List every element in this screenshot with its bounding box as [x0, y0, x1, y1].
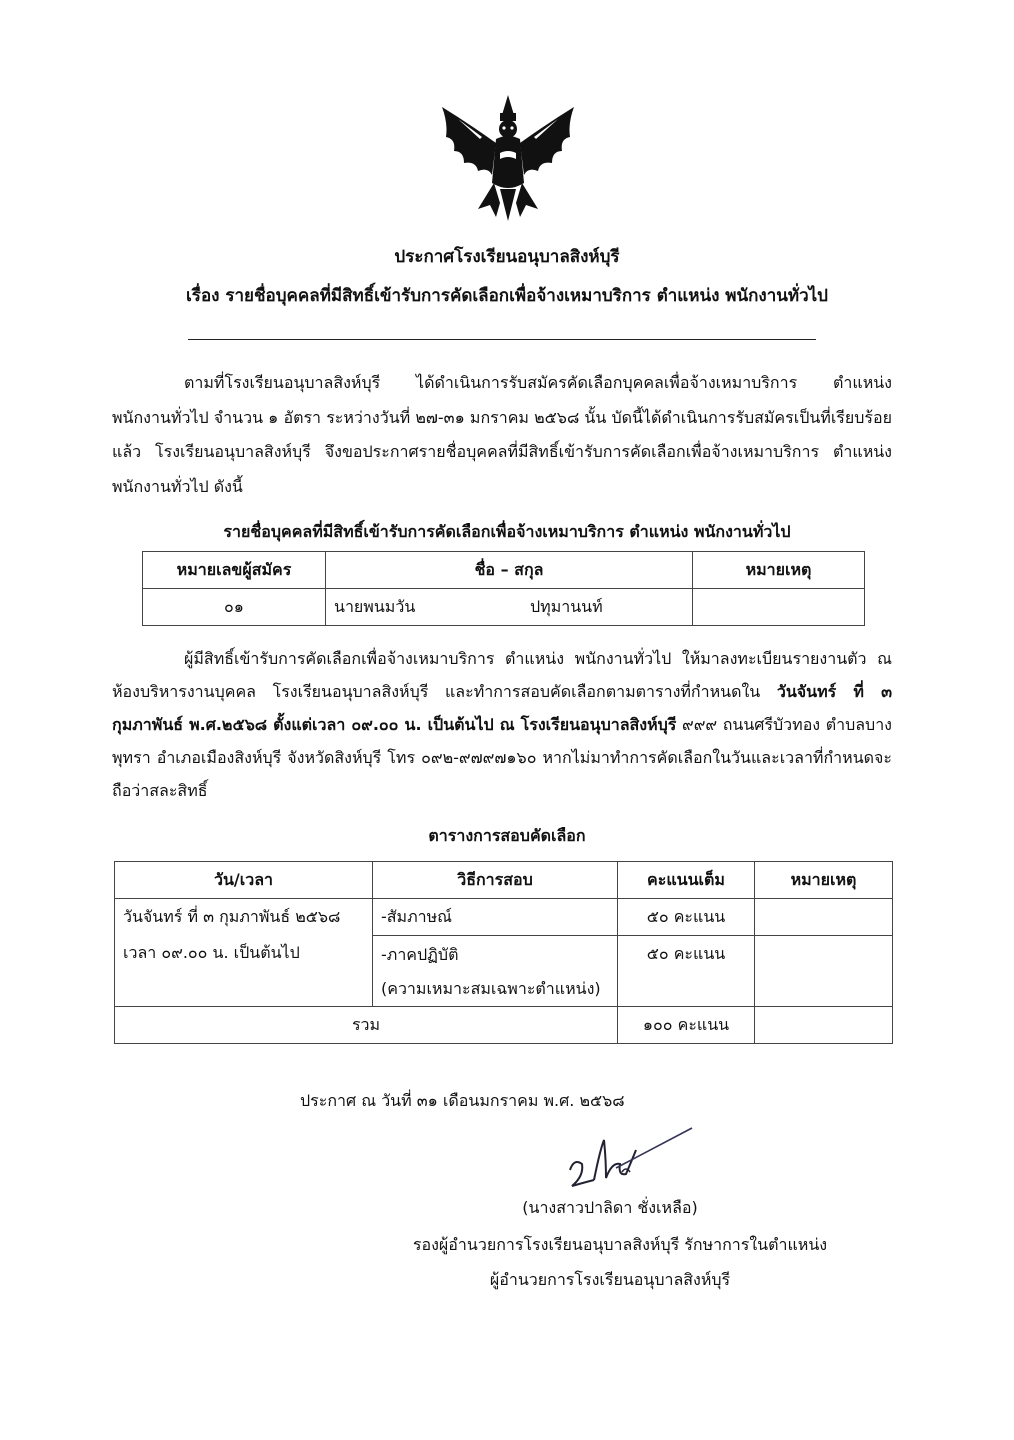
table-row	[115, 899, 893, 936]
exam-method-2-line1: -ภาคปฏิบัติ	[381, 945, 459, 964]
signature-icon	[560, 1120, 700, 1200]
exam-score-1: ๕๐ คะแนน	[618, 899, 755, 936]
announcement-date: ประกาศ ณ วันที่ ๓๑ เดือนมกราคม พ.ศ. ๒๕๖๘	[300, 1091, 625, 1110]
header-date: วัน/เวลา	[115, 862, 373, 899]
candidate-first-name: นายพนมวัน	[334, 596, 416, 616]
divider	[188, 339, 816, 340]
candidate-number: ๐๑	[143, 589, 326, 626]
candidate-last-name: ปทุมานนท์	[530, 596, 603, 616]
signer-position-1: รองผู้อำนวยการโรงเรียนอนุบาลสิงห์บุรี รักษาการในตำแหน่ง	[412, 1235, 828, 1254]
exam-method-2	[373, 936, 618, 1007]
total-note	[755, 1007, 893, 1044]
exam-method-1: -สัมภาษณ์	[373, 899, 618, 936]
candidates-table	[142, 551, 865, 626]
total-label: รวม	[115, 1007, 618, 1044]
exam-schedule-table	[114, 861, 893, 1044]
instructions-text-a: ผู้มีสิทธิ์เข้ารับการคัดเลือกเพื่อจ้างเหมาบริการ ตำแหน่ง พนักงานทั่วไป ให้มาลงทะเบียนรายงานตัว ณ ห้องบริหารงานบุคคล โรงเรียนอนุบาลสิงห์บุรี และทำการสอบคัดเลือกตามตารางที่กำหนดใน	[112, 649, 892, 701]
exam-note-1	[755, 899, 893, 936]
header-score: คะแนนเต็ม	[618, 862, 755, 899]
instructions-paragraph	[112, 642, 892, 807]
table-header-row	[143, 552, 865, 589]
exam-date-line2: เวลา ๐๙.๐๐ น. เป็นต้นไป	[123, 943, 300, 962]
exam-note-2	[755, 936, 893, 1007]
exam-method-2-line2: (ความเหมาะสมเฉพาะตำแหน่ง)	[381, 979, 601, 998]
exam-date-line1: วันจันทร์ ที่ ๓ กุมภาพันธ์ ๒๕๖๘	[123, 907, 341, 926]
header-number: หมายเลขผู้สมัคร	[143, 552, 326, 589]
exam-score-2: ๕๐ คะแนน	[618, 936, 755, 1007]
exam-date-cell	[115, 899, 373, 1007]
intro-paragraph: ตามที่โรงเรียนอนุบาลสิงห์บุรี ได้ดำเนินการรับสมัครคัดเลือกบุคคลเพื่อจ้างเหมาบริการ ตำแหน่ง พนักงานทั่วไป จำนวน ๑ อัตรา ระหว่างวันที่ ๒๗-๓๑ มกราคม ๒๕๖๘ นั้น บัดนี้ได้ดำเนินการรับสมัครเป็นที่เรียบร้อยแล้ว โรงเรียนอนุบาลสิงห์บุรี จึงขอประกาศรายชื่อบุคคลที่มีสิทธิ์เข้ารับการคัดเลือกเพื่อจ้างเหมาบริการ ตำแหน่ง พนักงานทั่วไป ดังนี้	[112, 373, 892, 496]
announcement-title: ประกาศโรงเรียนอนุบาลสิงห์บุรี	[394, 247, 620, 267]
instructions-date-bold: วันจันทร์ ที่ ๓ กุมภาพันธ์ พ.ศ.๒๕๖๘ ตั้งแต่เวลา ๐๙.๐๐ น. เป็นต้นไป ณ โรงเรียนอนุบาลสิงห์บุรี	[112, 682, 892, 734]
header-note: หมายเหตุ	[693, 552, 865, 589]
signer-name: (นางสาวปาลิดา ชั่งเหลือ)	[522, 1198, 698, 1217]
header-note: หมายเหตุ	[755, 862, 893, 899]
table-row	[143, 589, 865, 626]
header-method: วิธีการสอบ	[373, 862, 618, 899]
candidates-table-title: รายชื่อบุคคลที่มีสิทธิ์เข้ารับการคัดเลือกเพื่อจ้างเหมาบริการ ตำแหน่ง พนักงานทั่วไป	[223, 522, 791, 541]
table-header-row	[115, 862, 893, 899]
header-name: ชื่อ – สกุล	[326, 552, 693, 589]
candidate-name	[326, 589, 693, 626]
announcement-subject: เรื่อง รายชื่อบุคคลที่มีสิทธิ์เข้ารับการคัดเลือกเพื่อจ้างเหมาบริการ ตำแหน่ง พนักงานทั่วไป	[186, 286, 828, 306]
garuda-emblem-icon	[438, 93, 578, 223]
candidate-note	[693, 589, 865, 626]
exam-table-title: ตารางการสอบคัดเลือก	[428, 826, 586, 845]
table-row	[115, 1007, 893, 1044]
signer-position-2: ผู้อำนวยการโรงเรียนอนุบาลสิงห์บุรี	[489, 1270, 731, 1289]
instructions-text-b: ๙๙๙ ถนนศรีบัวทอง ตำบลบางพุทรา อำเภอเมืองสิงห์บุรี จังหวัดสิงห์บุรี โทร ๐๙๒-๙๗๙๗๑๖๐ หากไม่มาทำการคัดเลือกในวันและเวลาที่กำหนดจะถือว่าสละสิทธิ์	[112, 715, 892, 800]
total-score: ๑๐๐ คะแนน	[618, 1007, 755, 1044]
